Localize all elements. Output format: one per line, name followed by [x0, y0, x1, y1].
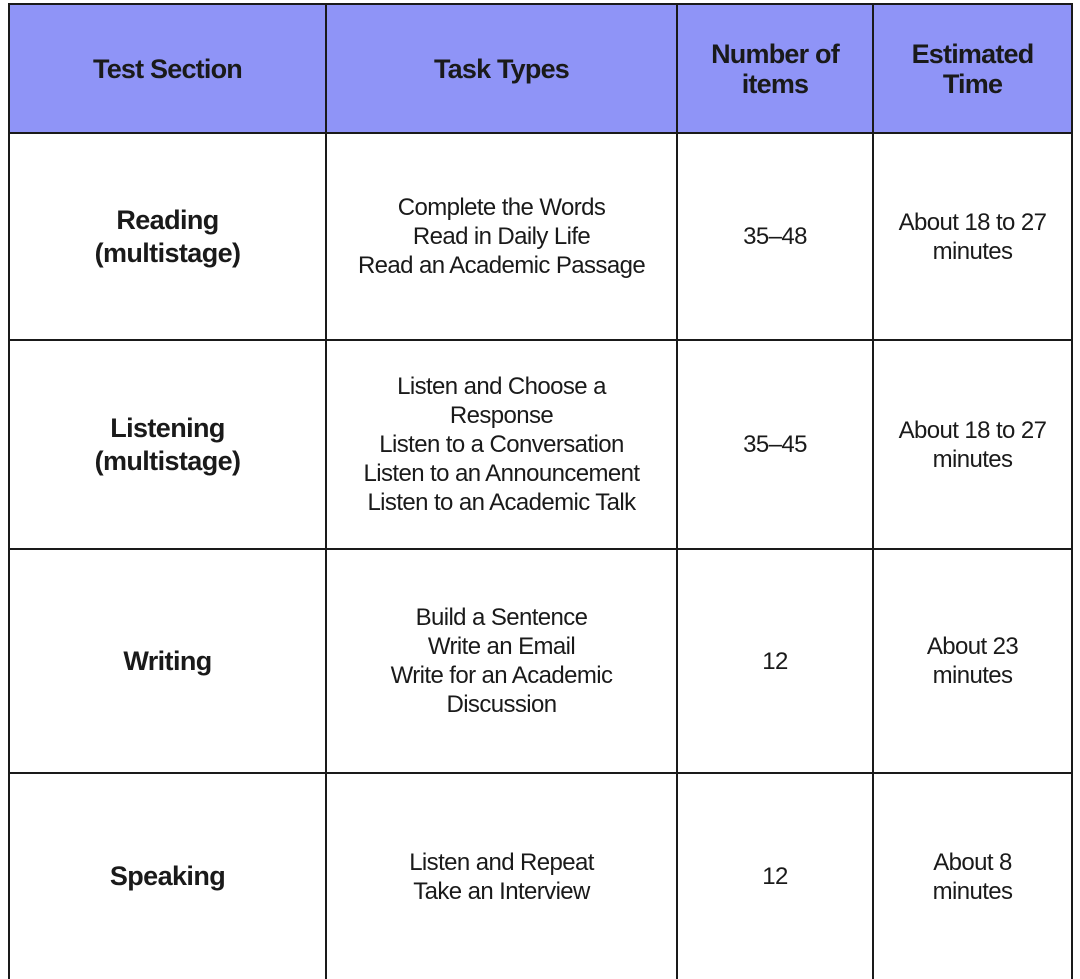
header-task-types: Task Types: [326, 4, 677, 133]
section-cell: Speaking: [9, 773, 326, 979]
task-types-cell: [326, 133, 677, 340]
header-estimated-time: Estimated Time: [873, 4, 1072, 133]
items-count-cell: 12: [677, 549, 873, 773]
task-types-cell: [326, 773, 677, 979]
task-type: Listen and Repeat: [409, 848, 594, 876]
table-row-reading: [9, 133, 1072, 340]
test-format-table-wrapper: [8, 3, 1071, 978]
items-count-cell: 35–48: [677, 133, 873, 340]
estimated-time-cell: About 23 minutes: [873, 549, 1072, 773]
section-cell: Writing: [9, 549, 326, 773]
header-row: [9, 4, 1072, 133]
table-row-speaking: [9, 773, 1072, 979]
task-type: Take an Interview: [413, 877, 590, 905]
task-types-cell: [326, 340, 677, 549]
task-type: Read an Academic Passage: [357, 252, 646, 279]
task-type: Read in Daily Life: [412, 223, 591, 250]
estimated-time-cell: About 18 to 27 minutes: [873, 133, 1072, 340]
items-count-cell: 12: [677, 773, 873, 979]
task-type: Listen to a Conversation: [379, 431, 624, 458]
task-type: Listen to an Announcement: [363, 460, 640, 487]
header-number-of-items: Number of items: [677, 4, 873, 133]
task-type: Complete the Words: [397, 194, 606, 221]
section-cell: Reading (multistage): [9, 133, 326, 340]
section-cell: Listening (multistage): [9, 340, 326, 549]
estimated-time-cell: About 8 minutes: [873, 773, 1072, 979]
task-type: Write for an Academic Discussion: [390, 662, 613, 718]
task-type: Build a Sentence: [415, 604, 588, 631]
task-type: Write an Email: [427, 633, 576, 660]
table-row-listening: [9, 340, 1072, 549]
task-type: Listen to an Academic Talk: [367, 489, 636, 516]
task-type: Listen and Choose a Response: [397, 373, 606, 429]
items-count-cell: 35–45: [677, 340, 873, 549]
task-types-cell: [326, 549, 677, 773]
table-row-writing: [9, 549, 1072, 773]
test-format-table: [8, 3, 1073, 979]
estimated-time-cell: About 18 to 27 minutes: [873, 340, 1072, 549]
header-test-section: Test Section: [9, 4, 326, 133]
